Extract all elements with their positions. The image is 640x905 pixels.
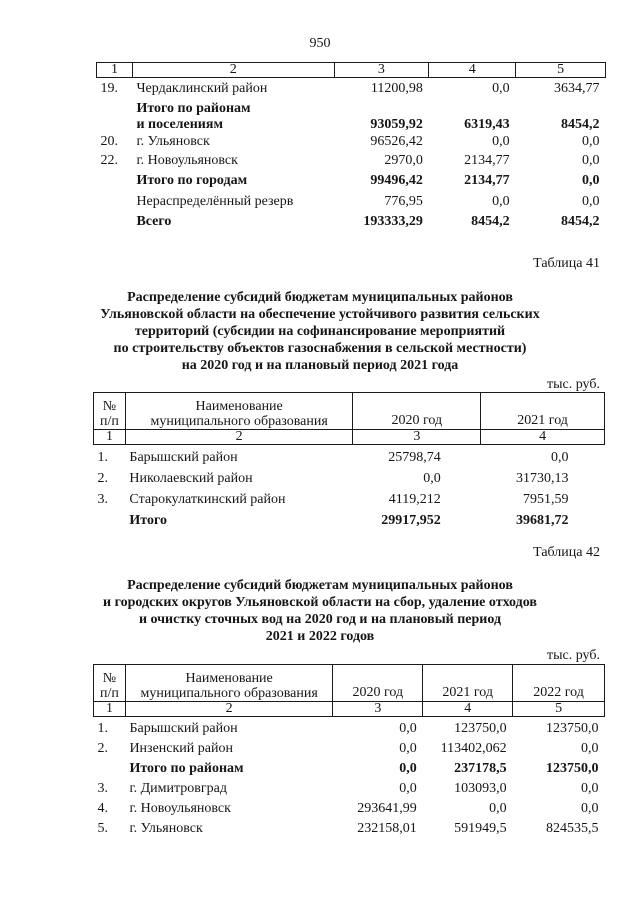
row-number: 3. — [97, 491, 108, 507]
table42-body — [94, 665, 605, 837]
header-cell: 3 — [334, 63, 429, 78]
value-cell: 39681,72 — [516, 512, 569, 528]
value-cell: 0,0 — [581, 780, 599, 796]
table42-caption: Таблица 42 — [533, 545, 600, 560]
row-name: г. Новоульяновск — [136, 152, 238, 168]
value-cell: 776,95 — [384, 193, 423, 209]
header-cell: 2 — [132, 63, 334, 78]
value-cell: 0,0 — [582, 152, 600, 168]
row-number — [94, 508, 126, 529]
value-cell: 8454,2 — [561, 116, 600, 132]
row-name: г. Новоульяновск — [129, 800, 231, 816]
index-cell: 4 — [423, 702, 513, 717]
col-year-header: 2020 год — [353, 393, 481, 430]
row-number: 20. — [100, 133, 118, 149]
table42-header-row — [94, 665, 605, 702]
table41 — [93, 392, 605, 529]
col-year-header: 2021 год — [423, 665, 513, 702]
row-name: Итого по районам и поселениям — [136, 100, 251, 132]
header-cell: 4 — [429, 63, 516, 78]
col-name-header: Наименование муниципального образования — [125, 393, 353, 430]
table41-title: Распределение субсидий бюджетам муниципальных районов Ульяновской области на обеспечение устойчивого развития сельских территорий (субсидии на софинансирование мероприятий по строительству объектов газоснабжения в сельской местности) на 2020 год и на плановый период 2021 года — [100, 290, 540, 373]
value-cell: 0,0 — [581, 800, 599, 816]
value-cell: 93059,92 — [370, 116, 423, 132]
table-continuation — [96, 62, 606, 230]
value-cell: 0,0 — [551, 449, 569, 465]
row-name: Всего — [136, 213, 172, 229]
table-row — [97, 189, 606, 210]
value-cell: 0,0 — [423, 470, 441, 486]
table42 — [93, 664, 605, 837]
table-row — [97, 78, 606, 97]
index-cell: 3 — [333, 702, 423, 717]
table42-title: Распределение субсидий бюджетам муниципальных районов и городских округов Ульяновской области на сбор, удаление отходов и очистку сточных вод на 2020 год и на плановый период 2021 и 2022 годов — [103, 578, 537, 644]
table41-body — [94, 393, 605, 529]
table-row — [94, 445, 605, 466]
row-number: 2. — [97, 470, 108, 486]
index-cell: 1 — [94, 702, 126, 717]
row-number — [97, 210, 133, 230]
col-year-header: 2022 год — [513, 665, 605, 702]
value-cell: 0,0 — [582, 133, 600, 149]
value-cell: 96526,42 — [370, 133, 423, 149]
row-number: 4. — [97, 800, 108, 816]
value-cell: 103093,0 — [454, 780, 507, 796]
row-name: Итого по городам — [136, 172, 248, 188]
row-name: Инзенский район — [129, 740, 233, 756]
value-cell: 0,0 — [582, 172, 600, 188]
value-cell: 123750,0 — [454, 720, 507, 736]
row-name: Барышский район — [129, 449, 238, 465]
row-number: 3. — [97, 780, 108, 796]
index-cell: 2 — [125, 430, 353, 445]
row-number — [97, 169, 133, 189]
value-cell: 3634,77 — [554, 80, 600, 96]
header-cell: 1 — [97, 63, 133, 78]
table-row — [94, 737, 605, 757]
table-row — [94, 717, 605, 737]
row-name: Барышский район — [129, 720, 238, 736]
table-row — [97, 133, 606, 150]
value-cell: 0,0 — [399, 740, 417, 756]
index-cell: 4 — [481, 430, 605, 445]
value-cell: 0,0 — [582, 193, 600, 209]
table-row — [97, 210, 606, 230]
table42-index-row — [94, 702, 605, 717]
value-cell: 0,0 — [399, 760, 417, 776]
page-number: 950 — [309, 36, 331, 51]
value-cell: 232158,01 — [357, 820, 417, 836]
value-cell: 0,0 — [399, 780, 417, 796]
value-cell: 123750,0 — [546, 760, 599, 776]
value-cell: 8454,2 — [561, 213, 600, 229]
value-cell: 25798,74 — [388, 449, 441, 465]
row-number: 22. — [100, 152, 118, 168]
value-cell: 4119,212 — [388, 491, 441, 507]
value-cell: 31730,13 — [516, 470, 569, 486]
value-cell: 237178,5 — [454, 760, 507, 776]
table1-body — [97, 63, 606, 230]
table42-unit: тыс. руб. — [547, 648, 600, 663]
row-number: 2. — [97, 740, 108, 756]
value-cell: 0,0 — [492, 133, 510, 149]
row-number: 1. — [97, 720, 108, 736]
value-cell: 113402,062 — [440, 740, 507, 756]
row-name: Итого — [129, 512, 168, 528]
row-number: 19. — [100, 80, 118, 96]
col-number-header: № п/п — [94, 393, 126, 430]
col-year-header: 2020 год — [333, 665, 423, 702]
row-number: 1. — [97, 449, 108, 465]
table41-caption: Таблица 41 — [533, 256, 600, 271]
value-cell: 0,0 — [489, 800, 507, 816]
value-cell: 0,0 — [399, 720, 417, 736]
value-cell: 0,0 — [492, 80, 510, 96]
value-cell: 0,0 — [581, 740, 599, 756]
table41-index-row — [94, 430, 605, 445]
index-cell: 3 — [353, 430, 481, 445]
value-cell: 6319,43 — [464, 116, 510, 132]
table41-unit: тыс. руб. — [547, 377, 600, 392]
value-cell: 2134,77 — [464, 152, 510, 168]
value-cell: 2134,77 — [464, 172, 510, 188]
table-row — [94, 757, 605, 777]
value-cell: 0,0 — [492, 193, 510, 209]
table-row — [97, 150, 606, 169]
row-name: г. Ульяновск — [129, 820, 203, 836]
row-name: Чердаклинский район — [136, 80, 268, 96]
value-cell: 29917,952 — [381, 512, 441, 528]
table41-header-row — [94, 393, 605, 430]
row-number — [97, 97, 133, 133]
row-number: 5. — [97, 820, 108, 836]
row-name: Нераспределённый резерв — [136, 193, 294, 209]
row-number — [97, 189, 133, 210]
row-name: Старокулаткинский район — [129, 491, 286, 507]
row-name: г. Димитровград — [129, 780, 227, 796]
header-cell: 5 — [516, 63, 606, 78]
value-cell: 2970,0 — [384, 152, 423, 168]
col-name-header: Наименование муниципального образования — [125, 665, 332, 702]
table-row — [94, 487, 605, 508]
value-cell: 7951,59 — [523, 491, 569, 507]
value-cell: 123750,0 — [546, 720, 599, 736]
index-cell: 2 — [125, 702, 332, 717]
row-name: г. Ульяновск — [136, 133, 210, 149]
col-year-header: 2021 год — [481, 393, 605, 430]
value-cell: 11200,98 — [370, 80, 423, 96]
value-cell: 193333,29 — [363, 213, 423, 229]
index-cell: 1 — [94, 430, 126, 445]
table-row — [94, 797, 605, 817]
table-row — [97, 97, 606, 133]
row-name: Николаевский район — [129, 470, 253, 486]
table-row — [94, 777, 605, 797]
col-number-header: № п/п — [94, 665, 126, 702]
table-row — [97, 169, 606, 189]
value-cell: 591949,5 — [454, 820, 507, 836]
value-cell: 99496,42 — [370, 172, 423, 188]
value-cell: 824535,5 — [546, 820, 599, 836]
table1-header-row — [97, 63, 606, 78]
row-name: Итого по районам — [129, 760, 244, 776]
table-row — [94, 466, 605, 487]
table-row — [94, 508, 605, 529]
table-row — [94, 817, 605, 837]
index-cell: 5 — [513, 702, 605, 717]
value-cell: 293641,99 — [357, 800, 417, 816]
row-number — [94, 757, 126, 777]
value-cell: 8454,2 — [471, 213, 510, 229]
